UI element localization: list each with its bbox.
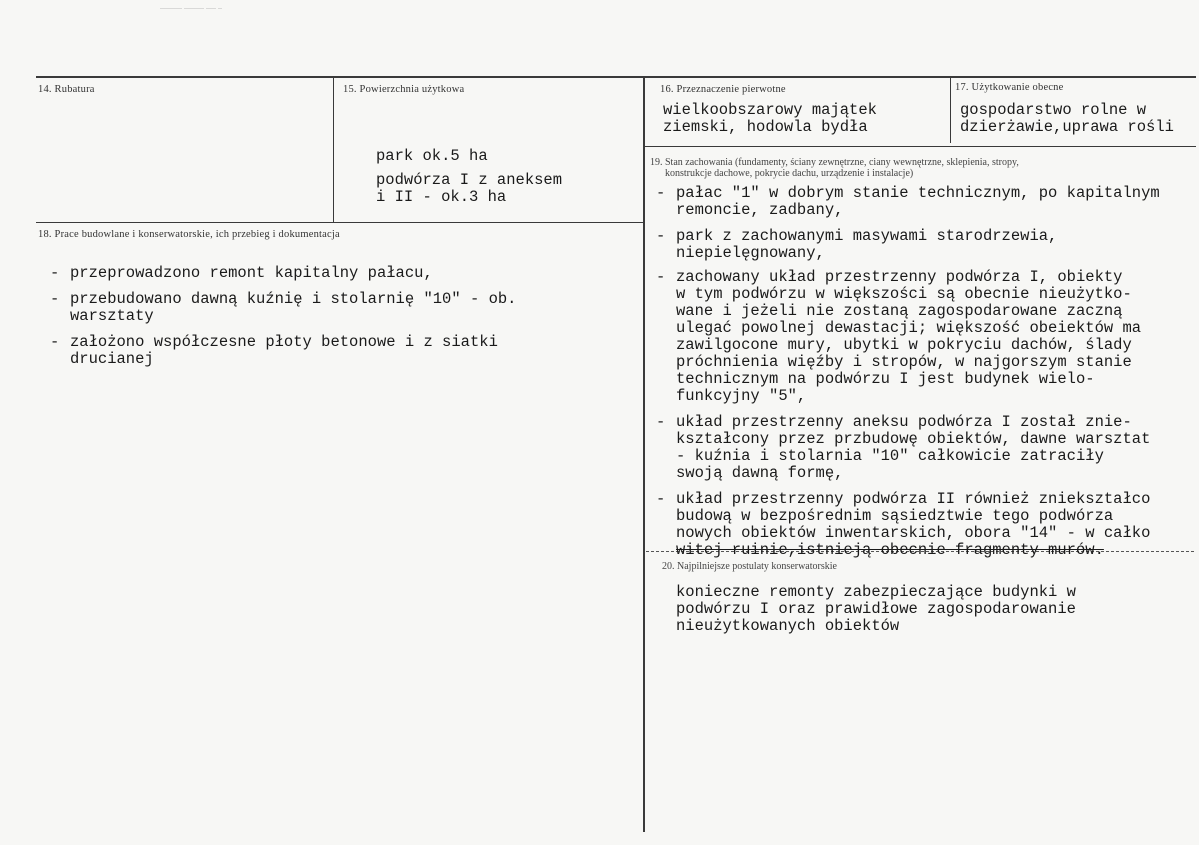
field-19-item-3-line-8: funkcyjny "5", xyxy=(676,387,807,405)
field-20-line-1: konieczne remonty zabezpieczające budynki w xyxy=(676,583,1076,601)
field-17-value xyxy=(955,100,1195,140)
field-20-label: 20. Najpilniejsze postulaty konserwatorskie xyxy=(662,561,837,572)
field-19-item-4-line-3: - kuźnia i stolarnia "10" całkowicie zatraciły xyxy=(676,447,1104,465)
field-19-item: - układ przestrzenny aneksu podwórza I został znie- kształcony przez przbudowę obiektów, dawne warsztat - kuźnia i stolarnia "10" całkowicie zatraciły swoją dawną formę, xyxy=(656,413,1151,482)
field-15-line-1: park ok.5 ha xyxy=(376,147,488,165)
field-18-item-2-line-2: warsztaty xyxy=(70,307,154,325)
field-19-item-3-line-6: próchnienia więźby i stropów, w najgorszym stanie xyxy=(676,353,1132,371)
field-19-body xyxy=(650,185,1195,565)
field-19-label-line-2: konstrukcje dachowe, pokrycie dachu, urządzenie i instalacje) xyxy=(665,168,914,179)
divider-16-17 xyxy=(950,77,951,143)
field-18-item: - założono współczesne płoty betonowe i z siatki drucianej xyxy=(50,333,498,368)
field-19-item-2-line-2: niepielęgnowany, xyxy=(676,244,825,262)
field-19-item: - zachowany układ przestrzenny podwórza I, obiekty w tym podwórzu w większości są obecnie nieużytko- wane i jeżeli nie zostaną zagospodarowane zaczną ulegać powolnej dewastacji; większość obeiektów ma zawilgocone mury, ubytki w pokryciu dachów, ślady próchnienia więźby i stropów, w najgorszym stanie technicznym na podwórzu I jest budynek wielo- funkcyjny "5", xyxy=(656,268,1142,405)
field-19-item-3-line-5: zawilgocone mury, ubytki w pokryciu dachów, ślady xyxy=(676,336,1132,354)
field-16-line-1: wielkoobszarowy majątek xyxy=(663,101,877,119)
field-14-label: 14. Rubatura xyxy=(38,84,95,95)
field-19-item-5-line-3: nowych obiektów inwentarskich, obora "14" - w całko xyxy=(676,524,1151,542)
field-19-item-1-line-1: pałac "1" w dobrym stanie technicznym, po kapitalnym xyxy=(676,185,1160,202)
top-rule xyxy=(36,76,1196,78)
field-19-item-3-line-4: ulegać powolnej dewastacji; większość obeiektów ma xyxy=(676,319,1142,337)
field-18-label: 18. Prace budowlane i konserwatorskie, ich przebieg i dokumentacja xyxy=(38,229,340,240)
field-18-item: - przebudowano dawną kuźnię i stolarnię "10" - ob. warsztaty xyxy=(50,290,517,325)
field-15-line-3: i II - ok.3 ha xyxy=(376,188,507,206)
divider-14-15 xyxy=(333,77,334,222)
field-20-line-3: nieużytkowanych obiektów xyxy=(676,617,900,635)
field-19-item: - park z zachowanymi masywami starodrzewia, niepielęgnowany, xyxy=(656,227,1058,262)
field-19-item-3-line-2: w tym podwórzu w większości są obecnie nieużytko- xyxy=(676,285,1132,303)
field-19-item-4-line-2: kształcony przez przbudowę obiektów, dawne warsztat xyxy=(676,430,1151,448)
field-15-label: 15. Powierzchnia użytkowa xyxy=(343,84,465,95)
field-16-label: 16. Przeznaczenie pierwotne xyxy=(660,84,786,95)
rule-below-16-17 xyxy=(644,146,1196,147)
field-20-line-2: podwórzu I oraz prawidłowe zagospodarowanie xyxy=(676,600,1076,618)
divider-main-vertical xyxy=(643,77,645,832)
faint-top-note: ........... .......... ..... .. xyxy=(160,2,222,11)
rule-below-15 xyxy=(36,222,644,223)
field-16-line-2: ziemski, hodowla bydła xyxy=(663,118,868,136)
field-18-item-3-line-1: założono współczesne płoty betonowe i z siatki xyxy=(70,333,498,351)
field-19-item-5-line-2: budową w bezpośrednim sąsiedztwie tego podwórza xyxy=(676,507,1114,525)
field-19-item-3-line-1: zachowany układ przestrzenny podwórza I, obiekty xyxy=(676,268,1123,286)
field-19-item-3-line-3: wane i jeżeli nie zostaną zagospodarowane zaczną xyxy=(676,302,1123,320)
field-17-line-2: dzierżawie,uprawa rośli xyxy=(960,118,1174,136)
field-19-item-5-line-4: witej ruinie,istnieją obecnie fragmenty murów. xyxy=(676,541,1104,559)
field-19-item-4-line-1: układ przestrzenny aneksu podwórza I został znie- xyxy=(676,413,1132,431)
field-19-item-2-line-1: park z zachowanymi masywami starodrzewia, xyxy=(676,227,1058,245)
field-19-label-line-1: 19. Stan zachowania (fundamenty, ściany zewnętrzne, ciany wewnętrzne, sklepienia, stropy, xyxy=(650,157,1019,168)
field-17-line-1: gospodarstwo rolne w xyxy=(960,101,1147,119)
field-19-item-3-line-7: technicznym na podwórzu I jest budynek wielo- xyxy=(676,370,1095,388)
field-18-item-3-line-2: drucianej xyxy=(70,350,154,368)
field-19-item-5-line-1: układ przestrzenny podwórza II również zniekształco xyxy=(676,490,1151,508)
field-18-item-2-line-1: przebudowano dawną kuźnię i stolarnię "10" - ob. xyxy=(70,290,517,308)
field-19-item-1-line-2: remoncie, zadbany, xyxy=(676,201,844,219)
field-17-label: 17. Użytkowanie obecne xyxy=(955,82,1064,93)
field-19-item: - układ przestrzenny podwórza II również zniekształco budową w bezpośrednim sąsiedztwie tego podwórza nowych obiektów inwentarskich, obora "14" - w całko witej ruinie,istnieją obecnie fragmenty murów. xyxy=(656,490,1151,559)
field-19-item: - pałac "1" w dobrym stanie technicznym, po kapitalnym remoncie, zadbany, xyxy=(656,185,1160,219)
field-18-item-1-line-1: przeprowadzono remont kapitalny pałacu, xyxy=(70,264,433,282)
field-15-line-2: podwórza I z aneksem xyxy=(376,171,563,189)
field-19-item-4-line-4: swoją dawną formę, xyxy=(676,464,844,482)
